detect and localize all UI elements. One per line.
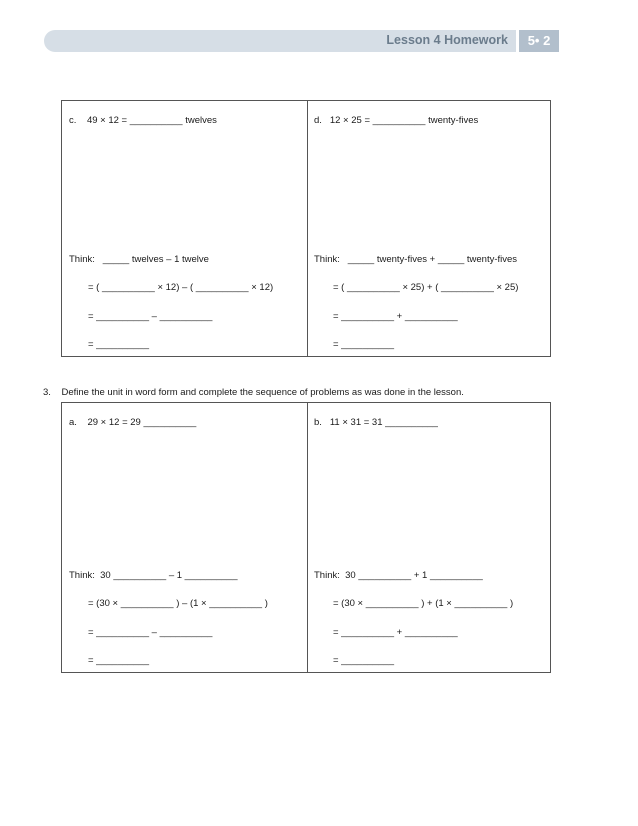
problem-a-step2: = __________ – __________ [88,627,213,638]
column-divider [307,101,308,356]
problem-d-statement: d. 12 × 25 = __________ twenty-fives [314,115,479,126]
problem-box-bottom [61,402,551,673]
problem-c-think: Think: _____ twelves – 1 twelve [69,254,209,265]
problem-c-step1: = ( __________ × 12) – ( __________ × 12) [88,282,274,293]
lesson-title: Lesson 4 Homework [386,33,508,47]
header-bar [44,30,516,52]
problem-c-step3: = __________ [88,339,150,350]
problem-d-step2: = __________ + __________ [333,311,458,322]
problem-b-step1: = (30 × __________ ) + (1 × __________ ) [333,598,514,609]
problem-b-step3: = __________ [333,655,395,666]
problem-b-step2: = __________ + __________ [333,627,458,638]
column-divider [307,403,308,672]
problem-a-step3: = __________ [88,655,150,666]
problem-box-top [61,100,551,357]
problem-d-step1: = ( __________ × 25) + ( __________ × 25) [333,282,519,293]
problem-c-step2: = __________ – __________ [88,311,213,322]
problem-a-step1: = (30 × __________ ) – (1 × __________ ) [88,598,268,609]
problem-b-think: Think: 30 __________ + 1 __________ [314,570,483,581]
problem-a-think: Think: 30 __________ – 1 __________ [69,570,238,581]
problem-c-statement: c. 49 × 12 = __________ twelves [69,115,217,126]
problem-b-statement: b. 11 × 31 = 31 __________ [314,417,438,428]
grade-module-badge: 5• 2 [519,30,559,52]
problem-3-instruction: 3. Define the unit in word form and complete the sequence of problems as was done in the lesson. [43,387,464,398]
problem-d-think: Think: _____ twenty-fives + _____ twenty-fives [314,254,518,265]
problem-a-statement: a. 29 × 12 = 29 __________ [69,417,197,428]
problem-d-step3: = __________ [333,339,395,350]
